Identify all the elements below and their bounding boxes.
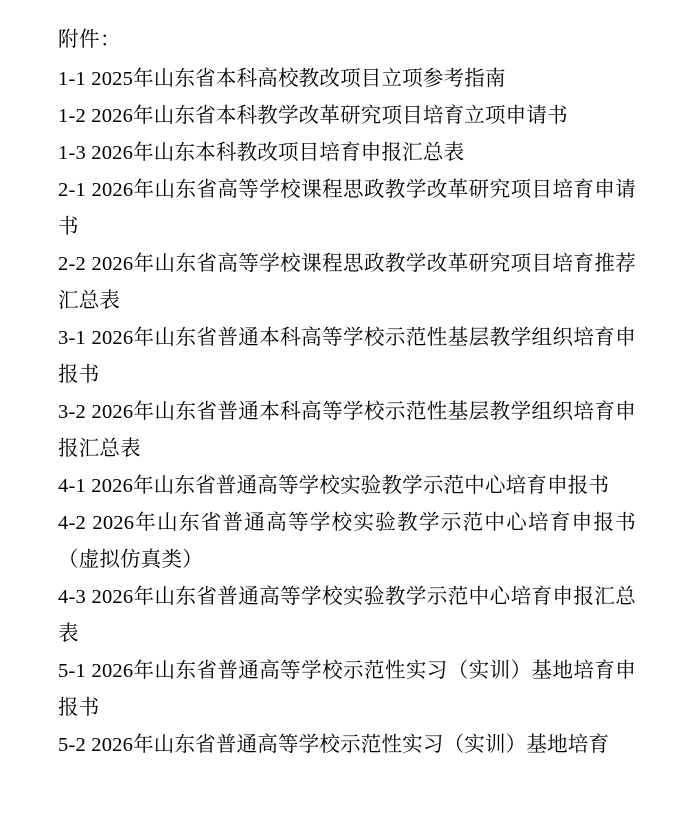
attachment-number: 1-2 [58, 105, 86, 127]
attachment-title: 2025年山东省本科高校教改项目立项参考指南 [91, 68, 506, 90]
attachment-number: 1-3 [58, 142, 86, 164]
attachment-number: 3-1 [58, 327, 86, 349]
list-item [58, 246, 636, 320]
attachment-title: 2026年山东省本科教学改革研究项目培育立项申请书 [91, 105, 568, 127]
attachment-title: 2026年山东省高等学校课程思政教学改革研究项目培育推荐汇总表 [58, 253, 636, 312]
attachment-number: 5-2 [58, 734, 86, 756]
attachment-title: 2026年山东省普通高等学校实验教学示范中心培育申报汇总表 [58, 586, 636, 645]
attachment-title: 2026年山东省普通高等学校示范性实习（实训）基地培育申报书 [58, 660, 636, 719]
attachment-number: 4-2 [58, 512, 86, 534]
attachment-title: 2026年山东省普通高等学校示范性实习（实训）基地培育 [91, 734, 610, 756]
list-item [58, 394, 636, 468]
list-item [58, 505, 636, 579]
attachment-number: 3-2 [58, 401, 86, 423]
list-item [58, 653, 636, 727]
attachment-title: 2026年山东省普通高等学校实验教学示范中心培育申报书 [91, 475, 610, 497]
attachment-title: 2026年山东省高等学校课程思政教学改革研究项目培育申请书 [58, 179, 636, 238]
attachment-list [58, 61, 636, 764]
list-item [58, 579, 636, 653]
attachment-number: 1-1 [58, 68, 86, 90]
attachment-number: 4-1 [58, 475, 86, 497]
attachment-title: 2026年山东本科教改项目培育申报汇总表 [91, 142, 465, 164]
attachment-number: 2-1 [58, 179, 86, 201]
list-item [58, 727, 636, 764]
attachment-title: 2026年山东省普通本科高等学校示范性基层教学组织培育申报书 [58, 327, 636, 386]
list-item [58, 468, 636, 505]
list-item [58, 98, 636, 135]
attachment-title: 2026年山东省普通本科高等学校示范性基层教学组织培育申报汇总表 [58, 401, 636, 460]
list-item [58, 172, 636, 246]
attachment-number: 2-2 [58, 253, 86, 275]
attachments-heading: 附件： [58, 29, 121, 51]
list-item [58, 135, 636, 172]
list-item [58, 61, 636, 98]
list-item [58, 320, 636, 394]
attachment-title: 2026年山东省普通高等学校实验教学示范中心培育申报书（虚拟仿真类） [58, 512, 636, 571]
attachment-number: 4-3 [58, 586, 86, 608]
attachment-number: 5-1 [58, 660, 86, 682]
